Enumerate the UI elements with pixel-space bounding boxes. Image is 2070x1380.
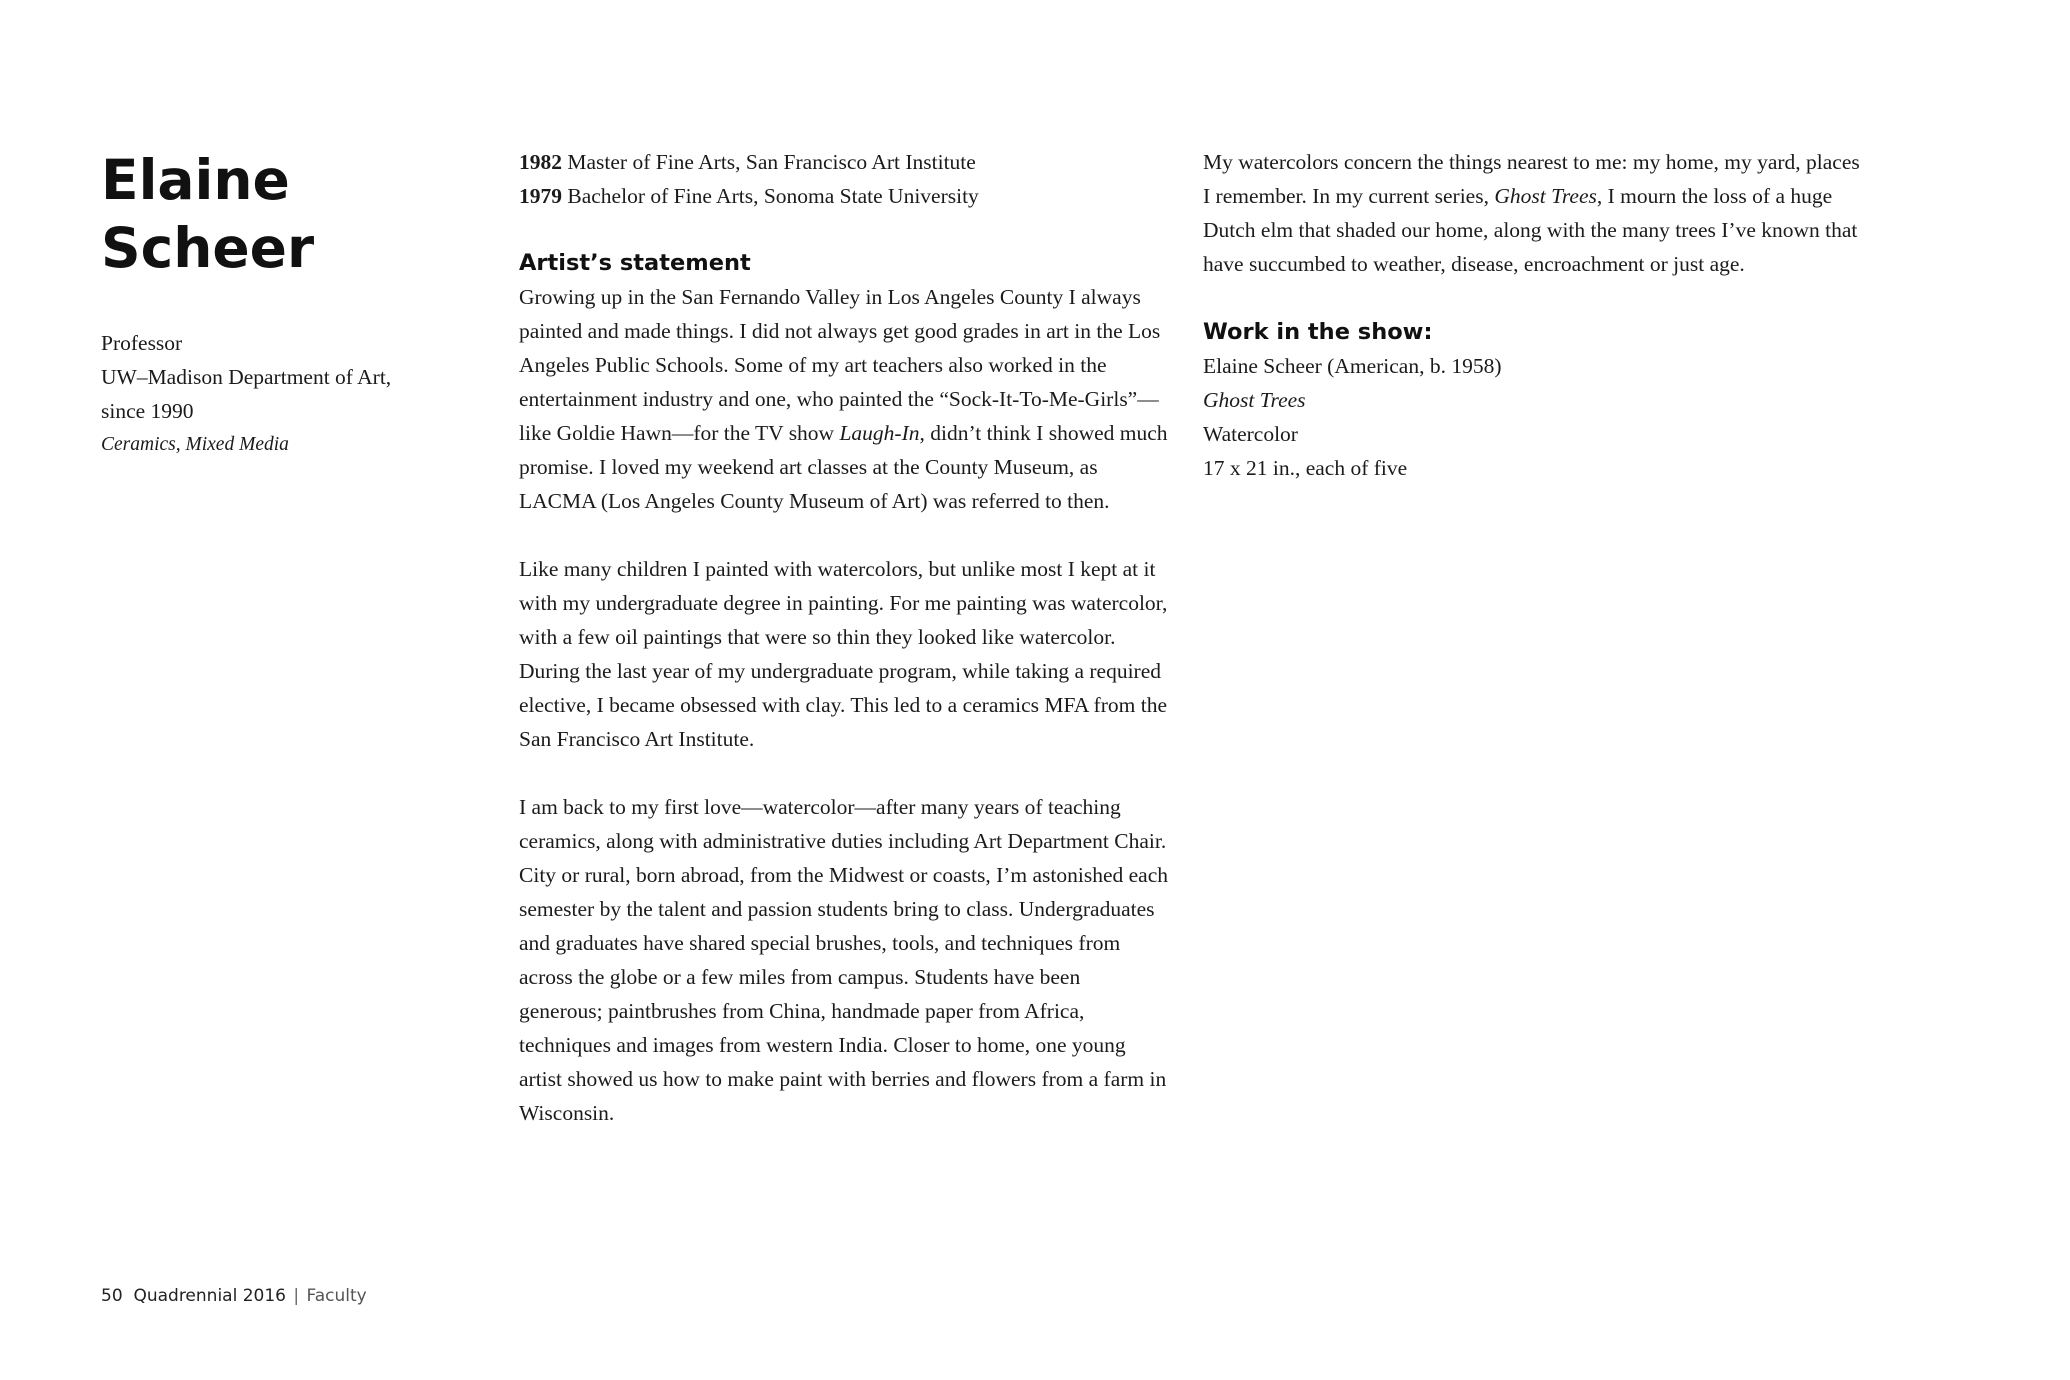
work-column — [1203, 145, 1863, 485]
statement-text: My watercolors concern the things nearest to me: my home, my yard, places I remember. In my current series, — [1203, 150, 1860, 208]
artist-since: since 1990 — [101, 399, 194, 423]
statement-column — [519, 145, 1169, 1130]
page-footer — [101, 1285, 367, 1307]
artist-first-name: Elaine — [101, 148, 290, 212]
work-artist: Elaine Scheer (American, b. 1958) — [1203, 354, 1502, 378]
degree-text: Bachelor of Fine Arts, Sonoma State University — [562, 184, 979, 208]
artist-info-column — [101, 146, 461, 462]
work-heading: Work in the show: — [1203, 319, 1433, 345]
artist-meta — [101, 326, 461, 462]
artist-name — [101, 146, 461, 282]
degree-text: Master of Fine Arts, San Francisco Art Institute — [562, 150, 976, 174]
footer-separator: | — [293, 1286, 300, 1306]
statement-paragraph: I am back to my first love—watercolor—after many years of teaching ceramics, along with administrative duties including Art Department Chair. City or rural, born abroad, from the Midwest or coasts, I’m astonished each semester by the talent and passion students bring to class. Undergraduates and graduates have shared special brushes, tools, and techniques from across the globe or a few miles from campus. Students have been generous; paintbrushes from China, handmade paper from Africa, techniques and images from western India. Closer to home, one young artist showed us how to make paint with berries and flowers from a farm in Wisconsin. — [519, 795, 1169, 1125]
artist-last-name: Scheer — [101, 216, 315, 280]
statement-text: Growing up in the San Fernando Valley in Los Angeles County I always painted and made things. I did not always get good grades in art in the Los Angeles Public Schools. Some of my art teachers also worked in the entertainment industry and one, who painted the “Sock-It-To-Me-Girls”—like Goldie Hawn—for the TV show — [519, 285, 1161, 445]
work-medium: Watercolor — [1203, 422, 1298, 446]
degree-year: 1979 — [519, 184, 562, 208]
series-title: Ghost Trees — [1494, 184, 1597, 208]
footer-section: Faculty — [306, 1286, 367, 1306]
statement-paragraph — [519, 280, 1169, 518]
statement-continued — [1203, 145, 1863, 281]
page-number: 50 — [101, 1286, 123, 1306]
statement-text: , I mourn the loss of a huge Dutch elm that shaded our home, along with the many trees I’ve known that have succumbed to weather, disease, encroachment or just age. — [1203, 184, 1858, 276]
work-title: Ghost Trees — [1203, 388, 1306, 412]
artist-department: UW–Madison Department of Art, — [101, 365, 392, 389]
publication-name: Quadrennial 2016 — [133, 1286, 286, 1306]
show-title: Laugh-In — [839, 421, 920, 445]
degree-year: 1982 — [519, 150, 562, 174]
work-dimensions: 17 x 21 in., each of five — [1203, 456, 1408, 480]
degree-bfa — [519, 179, 1169, 213]
work-details — [1203, 349, 1863, 485]
statement-heading: Artist’s statement — [519, 250, 751, 276]
statement-body — [519, 280, 1169, 1130]
statement-text: , didn’t think I showed much promise. I loved my weekend art classes at the County Museum, as LACMA (Los Angeles County Museum of Art) was referred to then. — [519, 421, 1168, 513]
artist-title: Professor — [101, 331, 183, 355]
artist-media: Ceramics, Mixed Media — [101, 434, 289, 455]
statement-paragraph — [1203, 145, 1863, 281]
degree-mfa — [519, 145, 1169, 179]
statement-paragraph: Like many children I painted with watercolors, but unlike most I kept at it with my undergraduate degree in painting. For me painting was watercolor, with a few oil paintings that were so thin they looked like watercolor. During the last year of my undergraduate program, while taking a required elective, I became obsessed with clay. This led to a ceramics MFA from the San Francisco Art Institute. — [519, 557, 1168, 751]
